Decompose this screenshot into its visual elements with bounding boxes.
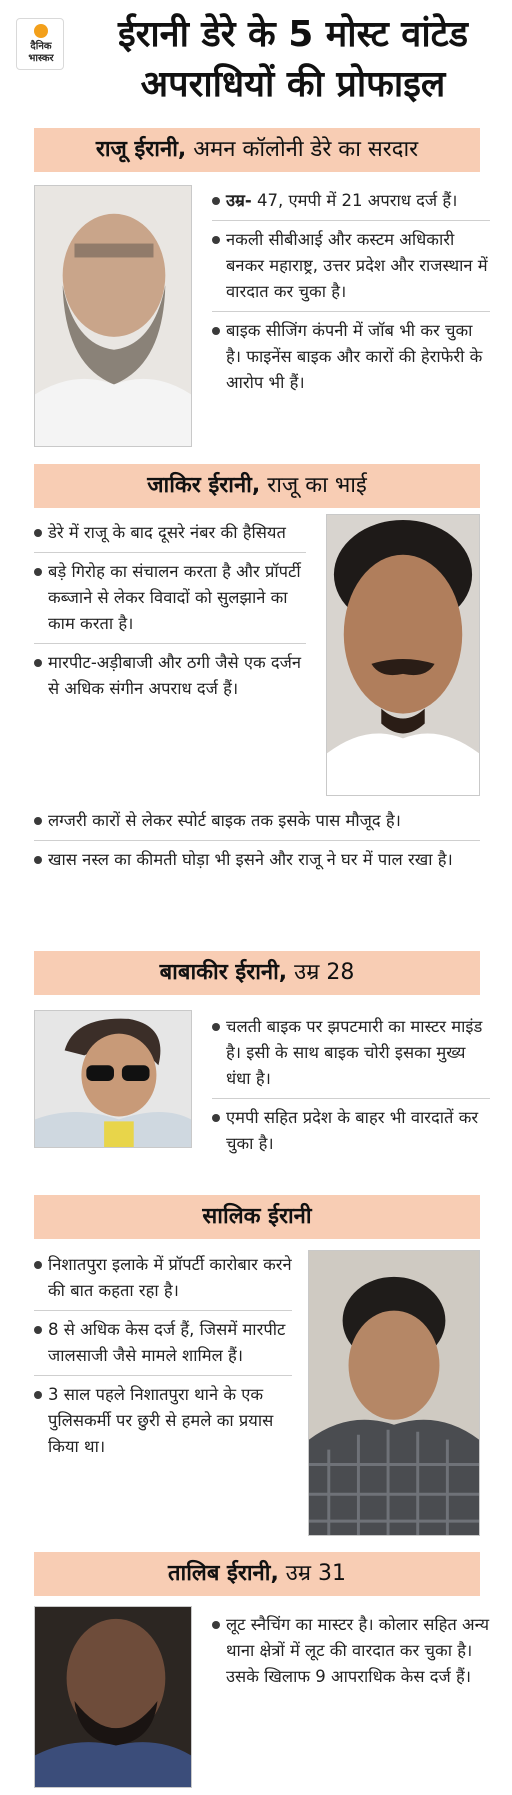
list-item: 8 से अधिक केस दर्ज हैं, जिसमें मारपीट जालसाजी जैसे मामले शामिल हैं। (34, 1317, 292, 1376)
profile-2-bullets-b (34, 808, 480, 885)
bullet-dot-icon (34, 529, 42, 537)
profile-3-bullets (212, 1014, 490, 1169)
bullet-dot-icon (212, 1023, 220, 1031)
portrait-mustache-man-icon (327, 515, 479, 795)
list-item: बड़े गिरोह का संचालन करता है और प्रॉपर्टी कब्जाने से लेकर विवादों को सुलझाने का काम करता है। (34, 559, 306, 644)
profile-1-name: राजू ईरानी, (95, 137, 187, 162)
profile-4-name-bar (34, 1195, 480, 1239)
portrait-checked-shirt-man-icon (309, 1251, 479, 1535)
title-line1: ईरानी डेरे के 5 मोस्ट वांटेड (117, 14, 469, 55)
profile-5-name-bar (34, 1552, 480, 1596)
bullet-dot-icon (34, 659, 42, 667)
header (0, 0, 512, 118)
portrait-sunglasses-man-icon (35, 1011, 191, 1147)
profile-5-subtitle: उम्र 31 (278, 1561, 347, 1586)
title-line2: अपराधियों की प्रोफाइल (140, 64, 446, 105)
bullet-dot-icon (34, 817, 42, 825)
profile-5-name: तालिब ईरानी, (167, 1561, 279, 1586)
page-title (78, 10, 508, 110)
profile-2-subtitle: राजू का भाई (260, 473, 367, 498)
bullet-dot-icon (34, 1261, 42, 1269)
profile-3-subtitle: उम्र 28 (287, 960, 355, 985)
profile-1-bullets (212, 188, 490, 408)
profile-1-subtitle: अमन कॉलोनी डेरे का सरदार (186, 137, 419, 162)
bullet-dot-icon (212, 236, 220, 244)
sun-icon (34, 24, 48, 38)
list-item: डेरे में राजू के बाद दूसरे नंबर की हैसियत (34, 520, 306, 553)
bullet-dot-icon (212, 1114, 220, 1122)
profile-2-bullets-a (34, 520, 306, 714)
bullet-dot-icon (212, 327, 220, 335)
bullet-dot-icon (34, 1391, 42, 1399)
bullet-dot-icon (34, 1326, 42, 1334)
logo-line1: दैनिक (30, 41, 52, 52)
bullet-dot-icon (34, 856, 42, 864)
profile-1-photo (34, 185, 192, 447)
profile-4-photo (308, 1250, 480, 1536)
list-item: चलती बाइक पर झपटमारी का मास्टर माइंड है। इसी के साथ बाइक चोरी इसका मुख्य धंधा है। (212, 1014, 490, 1099)
profile-3-photo (34, 1010, 192, 1148)
profile-1-name-bar (34, 128, 480, 172)
list-item: बाइक सीजिंग कंपनी में जॉब भी कर चुका है। फाइनेंस बाइक और कारों की हेराफेरी के आरोप भी हैं। (212, 318, 490, 402)
profile-2-photo (326, 514, 480, 796)
profile-2-name: जाकिर ईरानी, (147, 473, 261, 498)
profile-3-name: बाबाकीर ईरानी, (159, 960, 288, 985)
profile-3-name-bar (34, 951, 480, 995)
profile-2-name-bar (34, 464, 480, 508)
list-item: खास नस्ल का कीमती घोड़ा भी इसने और राजू ने घर में पाल रखा है। (34, 847, 480, 879)
bullet-dot-icon (212, 1621, 220, 1629)
profile-5-bullets (212, 1612, 490, 1702)
list-item: 3 साल पहले निशातपुरा थाने के एक पुलिसकर्मी पर छुरी से हमले का प्रयास किया था। (34, 1382, 292, 1466)
bullet-dot-icon (212, 197, 220, 205)
portrait-bearded-man-icon (35, 186, 191, 446)
list-item: निशातपुरा इलाके में प्रॉपर्टी कारोबार करने की बात कहता रहा है। (34, 1252, 292, 1311)
bullet-dot-icon (34, 568, 42, 576)
list-item: एमपी सहित प्रदेश के बाहर भी वारदातें कर चुका है। (212, 1105, 490, 1163)
list-item: लूट स्नैचिंग का मास्टर है। कोलार सहित अन्य थाना क्षेत्रों में लूट की वारदात कर चुका है। उसके खिलाफ 9 आपराधिक केस दर्ज हैं। (212, 1612, 490, 1696)
profile-4-bullets (34, 1252, 292, 1472)
profile-5-photo (34, 1606, 192, 1788)
list-item: लग्जरी कारों से लेकर स्पोर्ट बाइक तक इसके पास मौजूद है। (34, 808, 480, 841)
logo-line2: भास्कर (28, 53, 54, 64)
portrait-dark-man-icon (35, 1607, 191, 1787)
list-item: नकली सीबीआई और कस्टम अधिकारी बनकर महाराष्ट्र, उत्तर प्रदेश और राजस्थान में वारदात कर चुका है। (212, 227, 490, 312)
dainik-bhaskar-logo (16, 18, 64, 70)
list-item: उम्र- 47, एमपी में 21 अपराध दर्ज हैं। (212, 188, 490, 221)
profile-4-name: सालिक ईरानी (202, 1204, 312, 1229)
list-item: मारपीट-अड़ीबाजी और ठगी जैसे एक दर्जन से अधिक संगीन अपराध दर्ज हैं। (34, 650, 306, 708)
